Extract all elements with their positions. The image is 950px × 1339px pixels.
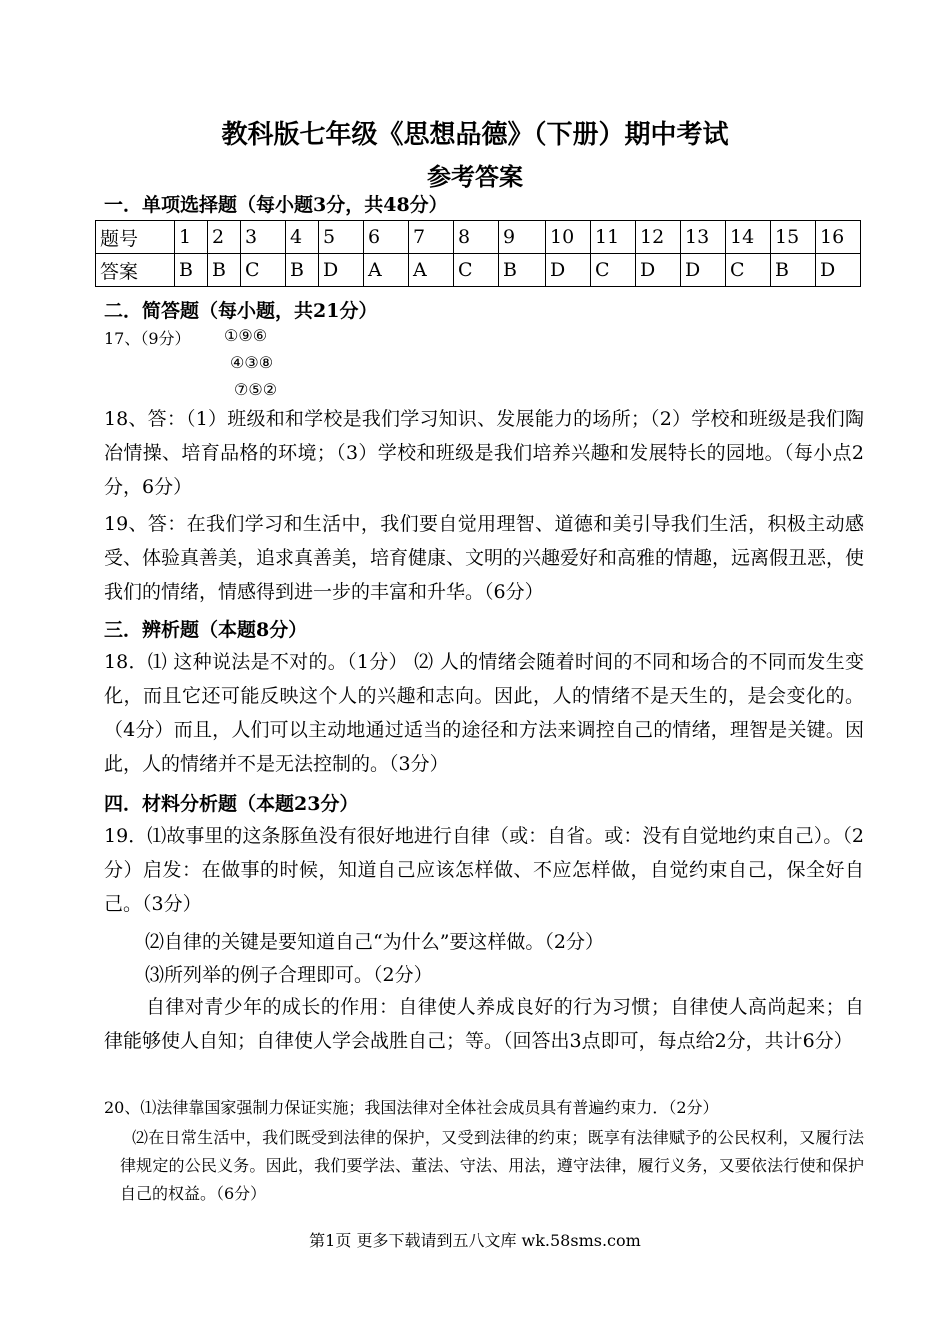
answer-cell: B (175, 254, 208, 287)
question-cell: 10 (546, 221, 591, 254)
answer-cell: A (364, 254, 409, 287)
s4-q19-part2: ⑵自律的关键是要知道自己“为什么”要这样做。（2分） (145, 931, 605, 953)
question-cell: 13 (681, 221, 726, 254)
row-label-answer: 答案 (96, 254, 175, 287)
s4-q19-part4: 自律对青少年的成长的作用：自律使人养成良好的行为习惯；自律使人高尚起来；自律能够使人自知；自律使人学会战胜自己；等。（回答出3点即可，每点给2分，共计6分） (104, 996, 864, 1052)
question-cell: 15 (771, 221, 816, 254)
question-cell: 7 (409, 221, 454, 254)
q19-answer: 19、答：在我们学习和生活中，我们要自觉用理智、道德和美引导我们生活，积极主动感受、体验真善美，追求真善美，培育健康、文明的兴趣爱好和高雅的情趣，远离假丑恶，使我们的情绪，情感得到进一步的丰富和升华。（6分） (104, 513, 865, 603)
answer-cell: B (286, 254, 319, 287)
q17-line2: ④③⑧ (230, 353, 274, 372)
question-cell: 4 (286, 221, 319, 254)
section2-heading: 二．简答题（每小题，共21分） (104, 300, 378, 322)
row-label-question: 题号 (96, 221, 175, 254)
answer-cell: C (726, 254, 771, 287)
q17-line1: ①⑨⑥ (224, 326, 268, 345)
question-cell: 9 (499, 221, 546, 254)
question-cell: 16 (816, 221, 861, 254)
question-cell: 14 (726, 221, 771, 254)
answer-row (96, 254, 861, 287)
s4-q19-part1: 19．⑴故事里的这条豚鱼没有很好地进行自律（或：自省。或：没有自觉地约束自己）。（2分）启发：在做事的时候，知道自己应该怎样做、不应怎样做，自觉约束自己，保全好自己。（3分） (104, 825, 864, 915)
answer-cell: B (208, 254, 241, 287)
answer-cell: D (636, 254, 681, 287)
section3-answer: 18．⑴ 这种说法是不对的。（1分） ⑵ 人的情绪会随着时间的不同和场合的不同而发生变化，而且它还可能反映这个人的兴趣和志向。因此，人的情绪不是天生的，是会变化的。（4分）而且，人们可以主动地通过适当的途径和方法来调控自己的情绪，理智是关键。因此，人的情绪并不是无法控制的。（3分） (104, 651, 864, 775)
answer-cell: C (241, 254, 286, 287)
answer-cell: D (681, 254, 726, 287)
answer-cell: B (771, 254, 816, 287)
section1-heading: 一．单项选择题（每小题3分，共48分） (104, 194, 448, 216)
question-number-row (96, 221, 861, 254)
q20-part1: 20、⑴法律靠国家强制力保证实施；我国法律对全体社会成员具有普遍约束力．（2分） (104, 1098, 719, 1117)
s4-q19-part3: ⑶所列举的例子合理即可。（2分） (145, 964, 433, 986)
answer-cell: C (591, 254, 636, 287)
q17-prefix: 17、（9分） (104, 329, 191, 348)
question-cell: 1 (175, 221, 208, 254)
answer-cell: A (409, 254, 454, 287)
answer-table (95, 220, 861, 287)
answer-cell: B (499, 254, 546, 287)
answer-cell: D (816, 254, 861, 287)
answer-cell: D (546, 254, 591, 287)
section3-heading: 三．辨析题（本题8分） (104, 619, 308, 641)
question-cell: 8 (454, 221, 499, 254)
question-cell: 2 (208, 221, 241, 254)
section4-heading: 四．材料分析题（本题23分） (104, 793, 359, 815)
question-cell: 5 (319, 221, 364, 254)
question-cell: 6 (364, 221, 409, 254)
q18-answer: 18、答：（1）班级和和学校是我们学习知识、发展能力的场所；（2）学校和班级是我们陶冶情操、培育品格的环境；（3）学校和班级是我们培养兴趣和发展特长的园地。（每小点2分，6分） (104, 408, 864, 498)
answer-cell: D (319, 254, 364, 287)
question-cell: 11 (591, 221, 636, 254)
question-cell: 12 (636, 221, 681, 254)
answer-cell: C (454, 254, 499, 287)
q20-part2: ⑵在日常生活中，我们既受到法律的保护，又受到法律的约束；既享有法律赋予的公民权利，又履行法律规定的公民义务。因此，我们要学法、董法、守法、用法，遵守法律，履行义务，又要依法行使和保护自己的权益。（6分） (120, 1128, 864, 1203)
page-footer: 第1页 更多下载请到五八文库 wk.58sms.com (309, 1231, 641, 1250)
document-title: 教科版七年级《思想品德》（下册）期中考试 (221, 120, 729, 150)
question-cell: 3 (241, 221, 286, 254)
document-subtitle: 参考答案 (427, 162, 523, 191)
q17-line3: ⑦⑤② (234, 380, 278, 399)
